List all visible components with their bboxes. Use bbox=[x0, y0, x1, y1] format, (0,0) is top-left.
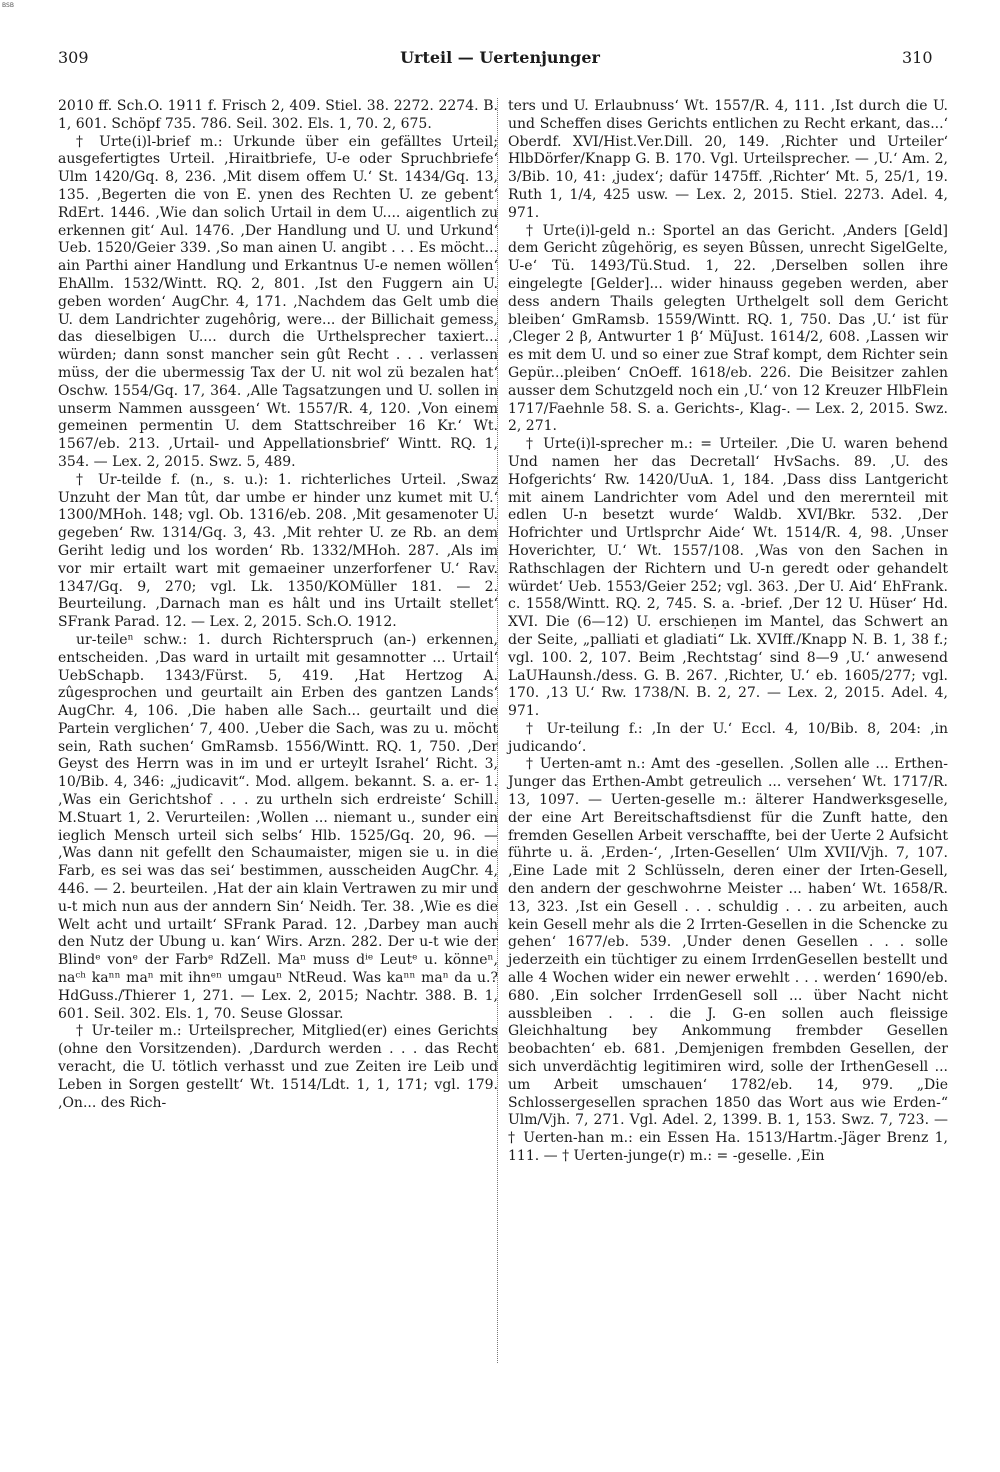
entry-continuation: ters und U. Erlaubnuss‘ Wt. 1557/R. 4, 111. ‚Ist durch die U. und Scheffen dises Gerichts entlichen zu Recht erkant, das...‘ Oberdf. XVI/Hist.Ver.Dill. 20, 149. ‚Richter und Urteiler‘ HlbDörfer/Knapp G. B. 170. Vgl. Urteilsprecher. — ‚U.‘ Am. 2, 3/Bib. 10, 41: ‚judex‘; dafür 1475ff. ‚Richter‘ Mt. 5, 25/1, 19. Ruth 1, 1/4, 425 usw. — Lex. 2, 2015. Stiel. 2273. Adel. 4, 971. bbox=[508, 98, 948, 221]
entry-uerten-amt: † Uerten-amt n.: Amt des -gesellen. ‚Sollen alle ... Erthen-Junger das Erthen-Ambt getreulich ... versehen‘ Wt. 1717/R. 13, 1097. — Uerten-geselle m.: älterer Handwerksgeselle, der eine Art Bereitschaftsdienst für die Zunft hatte, den fremden Gesellen Arbeit verschaffte, bei der Uerte 2 Aufsicht führte u. ä. ‚Erden-‘, ‚Irten-Gesellen‘ Ulm XVII/Vjh. 7, 107. ‚Eine Lade mit 2 Schlüsseln, deren einer der Irten-Gesell, den andern der geschwohrne Meister ... haben‘ Wt. 1658/R. 13, 323. ‚Ist ein Gesell . . . schuldig . . . zu arbeiten, auch kein Gesell mehr als die 2 Irrten-Gesellen in die Schencke zu gehen‘ 1677/eb. 539. ‚Under denen Gesellen . . . solle jederzeith ein tüchtiger zu einem IrrdenGesellen bestellt und alle 4 Wochen wider ein newer erwehlt . . . werden‘ 1690/eb. 680. ‚Ein solcher IrrdenGesell soll ... über Nacht nicht aussbleiben . . . die J. G-en sollen auch fleissige Gleichhaltung bey Ankommung frembder Gesellen beobachten‘ eb. 681. ‚Demjenigen frembden Gesellen, der sich unverdächtig legitimiren wird, solle der IrthenGesell ... um Arbeit umschauen‘ 1782/eb. 14, 979. „Die Schlossergesellen sprachen 1850 das Wort aus wie Erden-“ Ulm/Vjh. 7, 271. Vgl. Adel. 2, 1399. B. 1, 153. Swz. 7, 723. — † Uerten-han m.: ein Essen Ha. 1513/Hartm.-Jäger Brenz 1, 111. — † Uerten-junge(r) m.: = -geselle. ‚Ein bbox=[508, 756, 948, 1165]
library-stamp: BSB bbox=[2, 2, 14, 9]
column-divider bbox=[497, 98, 498, 1363]
entry-urteiler: † Ur-teiler m.: Urteilsprecher, Mitglied(er) eines Gerichts (ohne den Vorsitzenden). ‚Dardurch werden . . . das Recht veracht, die U. tötlich verhasst und zue Zeiten ire Leib und Leben in Sorgen gestellt‘ Wt. 1514/Ldt. 1, 1, 171; vgl. 179. ‚On... des Rich- bbox=[58, 1023, 498, 1111]
entry-urteilung: † Ur-teilung f.: ‚In der U.‘ Eccl. 4, 10/Bib. 8, 204: ‚in judicando‘. bbox=[508, 720, 948, 755]
page-number-left: 309 bbox=[58, 48, 89, 67]
left-column bbox=[58, 98, 498, 1112]
right-column bbox=[508, 98, 948, 1166]
entry-urteilde: † Ur-teilde f. (n., s. u.): 1. richterliches Urteil. ‚Swaz Unzuht der Man tût, dar umbe er hinder unz kumet mit U.‘ 1300/MHoh. 148; vgl. Ob. 1316/eb. 208. ‚Mit gesamenoter U. gegeben‘ Rw. 1314/Gq. 3, 43. ‚Mit rehter U. ze Rb. an dem Geriht ledig und los worden‘ Rb. 1332/MHoh. 287. ‚Als im vor mir ertailt wart mit gemaeiner unzerforfener U.‘ Rav. 1347/Gq. 9, 270; vgl. Lk. 1350/KOMüller 181. — 2. Beurteilung. ‚Darnach man es hâlt und ins Urtailt stellet‘ SFrank Parad. 12. — Lex. 2, 2015. Sch.O. 1912. bbox=[58, 471, 498, 631]
entry-urteilen: ur-teileⁿ schw.: 1. durch Richterspruch (an-) erkennen, entscheiden. ‚Das ward in urtailt mit gesamnotter ... Urtail‘ UebSchapb. 1343/Fürst. 5, 419. ‚Hat Hertzog A. zûgesprochen und geurtailt ain Erben des gantzen Lands‘ AugChr. 4, 106. ‚Die haben alle Sach... geurtailt und die Partein verglichen‘ 7, 400. ‚Ueber die Sach, was zu u. möcht sein, Rath suchen‘ GmRamsb. 1556/Wintt. RQ. 1, 750. ‚Der Geyst des Herrn was in im und er urteylt Israhel‘ Richt. 3, 10/Bib. 4, 346: „judicavit“. Mod. allgem. bekannt. S. a. er- 1. ‚Was ein Gerichtshof . . . zu urtheln sich erdreiste‘ Schill. M.Stuart 1, 2. Verurteilen: ‚Wollen ... niemant u., sunder ein ieglich Mensch urteil sich selbs‘ Hlb. 1525/Gq. 20, 96. — ‚Was dann nit gefellt den Schaumaister, migen sie u. in die Farb, es sei was das sei‘ bestimmen, ausscheiden AugChr. 4, 446. — 2. beurteilen. ‚Hat der ain klain Vertrawen zu mir und u-t mich nun aus der anndern Sin‘ Neidh. Ter. 38. ‚Wie es die Welt acht und urtailt‘ SFrank Parad. 12. ‚Darbey man auch den Nutz der Ubung u. kan‘ Wirs. Arzn. 282. Der u-t wie der Blindᵉ vonᵉ der Farbᵉ RdZell. Maⁿ muss dⁱᵉ Leutᵉ u. könneⁿ, naᶜʰ kaⁿⁿ maⁿ mit ihnᵉⁿ umgauⁿ NtReud. Was kaⁿⁿ maⁿ da u.? HdGuss./Thierer 1, 271. — Lex. 2, 2015; Nachtr. 388. B. 1, 601. Seil. 302. Els. 1, 70. Seuse Glossar. bbox=[58, 631, 498, 1022]
entry-continuation: 2010 ff. Sch.O. 1911 f. Frisch 2, 409. Stiel. 38. 2272. 2274. B. 1, 601. Schöpf 735. 786. Seil. 302. Els. 1, 70. 2, 675. bbox=[58, 98, 498, 132]
running-title: Urteil — Uertenjunger bbox=[400, 48, 600, 67]
entry-urteil-sprecher: † Urte(i)l-sprecher m.: = Urteiler. ‚Die U. waren behend Und namen her das Decretall‘ HvSachs. 89. ‚U. des Hofgerichts‘ Rw. 1420/UuA. 1, 184. ‚Dass diss Lantgericht mit ainem Landrichter vom Adel und den merernteil mit edlen U-n besetzt wurde‘ Waldb. XVI/Bkr. 532. ‚Der Hofrichter und Urtlsprchr Aide‘ Wt. 1514/R. 4, 98. ‚Unser Hoverichter, U.‘ Wt. 1557/108. ‚Was von den Sachen in Rathschlagen der Richtern und U-n geredt oder gehandelt würdet‘ Ueb. 1553/Geier 252; vgl. 363. ‚Der U. Aid‘ EhFrank. c. 1558/Wintt. RQ. 2, 745. S. a. -brief. ‚Der 12 U. Hüser‘ Hd. XVI. Die (6—12) U. erschieṇen im Mantel, das Schwert an der Seite, „palliati et gladiati“ Lk. XVIff./Knapp N. B. 1, 38 f.; vgl. 100. 2, 107. Beim ‚Rechtstag‘ sind 8—9 ‚U.‘ anwesend LaUHaunsh./dess. G. B. 267. ‚Richter, U.‘ eb. 1605/277; vgl. 170. ‚13 U.‘ Rw. 1738/N. B. 2, 27. — Lex. 2, 2015. Adel. 4, 971. bbox=[508, 436, 948, 720]
entry-urteil-brief: † Urte(i)l-brief m.: Urkunde über ein gefälltes Urteil; ausgefertigtes Urteil. ‚Hiraitbriefe, U-e oder Spruchbriefe‘ Ulm 1420/Gq. 8, 236. ‚Mit disem offem U.‘ St. 1434/Gq. 13, 135. ‚Begerten die von E. ynen des Rechten U. ze gebent‘ RdErt. 1446. ‚Wie dan solich Urtail in dem U.... aigentlich zu erkennen git‘ Aul. 1476. ‚Der Handlung und U. und Urkund‘ Ueb. 1520/Geier 339. ‚So man ainen U. angibt . . . Es möcht... ain Parthi ainer Handlung und Erkantnus U-e nemen wöllen‘ EhAllm. 1532/Wintt. RQ. 2, 801. ‚Ist den Fuggern ain U. geben worden‘ AugChr. 4, 171. ‚Nachdem das Gelt umb die U. dem Landrichter zugehôrig, were... der Billichait gemess, das dieselbigen U.... durch die Urthelsprecher taxiert... würden; dann sonst mancher sein gût Recht . . . verlassen müss, der die ubermessig Tax der U. nit wol zü bezalen hat‘ Oschw. 1554/Gq. 17, 364. ‚Alle Tagsatzungen und U. sollen in unserm Nammen aussgeen‘ Wt. 1557/R. 4, 120. ‚Von einem gemeinen permentin U. dem Stattschreiber 16 Kr.‘ Wt. 1567/eb. 213. ‚Urtail- und Appellationsbrief‘ Wintt. RQ. 1, 354. — Lex. 2, 2015. Swz. 5, 489. bbox=[58, 133, 498, 470]
page-number-right: 310 bbox=[902, 48, 933, 67]
entry-urteil-geld: † Urte(i)l-geld n.: Sportel an das Gericht. ‚Anders [Geld] dem Gericht zûgehörig, es seyen Bûssen, unrecht SigelGelte, U-e‘ Tü. 1493/Tü.Stud. 1, 22. ‚Derselben sollen ihre eingelegte [Gelder]... wider hinauss gegeben werden, aber dess andern Thails gelegten Urthelgelt soll dem Gericht bleiben‘ GmRamsb. 1559/Wintt. RQ. 1, 750. Das ‚U.‘ ist für ‚Cleger 2 β, Antwurter 1 β‘ MüJust. 1614/2, 608. ‚Lassen wir es mit dem U. und so einer zue Straf kompt, dem Richter sein Gepür...pleiben‘ CnOeff. 1618/eb. 226. Die Beisitzer zahlen ausser dem Schutzgeld noch ein ‚U.‘ von 12 Kreuzer HlbFlein 1717/Faehnle 58. S. a. Gerichts-, Klag-. — Lex. 2, 2015. Swz. 2, 271. bbox=[508, 222, 948, 435]
page-header bbox=[0, 48, 1000, 76]
